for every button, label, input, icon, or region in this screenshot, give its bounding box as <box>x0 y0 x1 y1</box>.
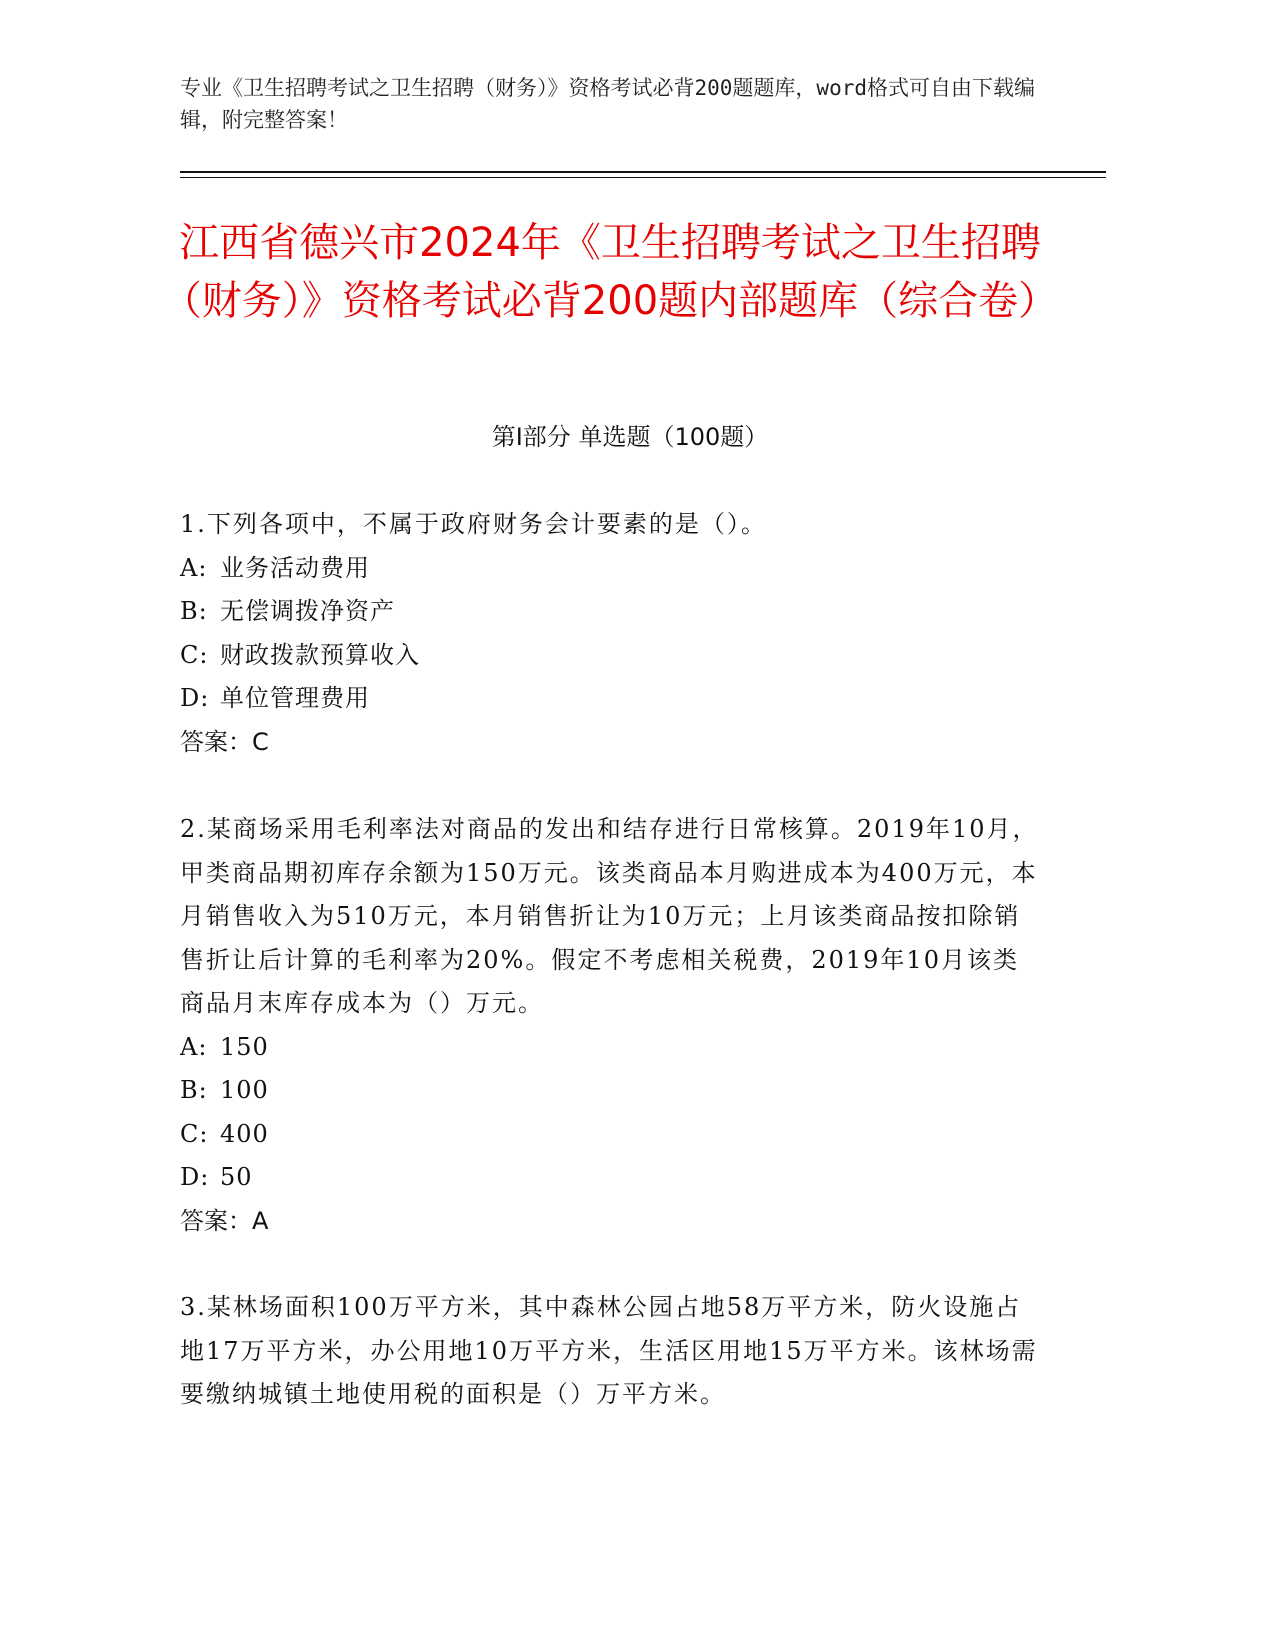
option-b <box>180 590 1040 634</box>
answer-label: 答案： <box>180 727 252 756</box>
option-letter: A: <box>180 553 208 582</box>
answer-value: A <box>252 1206 269 1235</box>
option-text: 100 <box>220 1076 269 1104</box>
option-text: 业务活动费用 <box>220 553 370 582</box>
document-title: 江西省德兴市2024年《卫生招聘考试之卫生招聘（财务）》资格考试必背200题内部题库（综合卷） <box>161 220 1059 324</box>
question-stem: 2.某商场采用毛利率法对商品的发出和结存进行日常核算。2019年10月，甲类商品期初库存余额为150万元。该类商品本月购进成本为400万元，本月销售收入为510万元，本月销售折让为10万元；上月该类商品按扣除销售折让后计算的毛利率为20%。假定不考虑相关税费，2019年10月该类商品月末库存成本为（）万元。 <box>180 815 1039 1017</box>
option-d <box>180 1156 1040 1200</box>
option-letter: A: <box>180 1032 208 1061</box>
answer-value: C <box>252 727 269 756</box>
section-heading: 第I部分 单选题（100题） <box>491 423 769 451</box>
option-b <box>180 1069 1040 1113</box>
option-d <box>180 677 1040 721</box>
option-letter: B: <box>180 597 208 625</box>
option-text: 150 <box>220 1032 269 1061</box>
question-3 <box>180 1286 1040 1417</box>
question-1 <box>180 503 1040 764</box>
option-letter: D: <box>180 1163 210 1191</box>
option-letter: D: <box>180 684 210 712</box>
header-divider-thin <box>180 177 1106 178</box>
header-note: 专业《卫生招聘考试之卫生招聘（财务）》资格考试必背200题题库，word格式可自由下载编辑，附完整答案！ <box>180 76 1035 132</box>
option-text: 400 <box>220 1119 269 1148</box>
question-2 <box>180 808 1040 1243</box>
option-text: 财政拨款预算收入 <box>220 640 420 669</box>
option-text: 50 <box>220 1163 253 1191</box>
option-a <box>180 1026 1040 1070</box>
answer-line <box>180 721 1040 765</box>
option-c <box>180 634 1040 678</box>
option-text: 无偿调拨净资产 <box>220 597 395 625</box>
option-letter: B: <box>180 1076 208 1104</box>
question-stem: 3.某林场面积100万平方米，其中森林公园占地58万平方米，防火设施占地17万平方米，办公用地10万平方米，生活区用地15万平方米。该林场需要缴纳城镇土地使用税的面积是（）万平方米。 <box>180 1293 1038 1408</box>
option-letter: C: <box>180 640 209 669</box>
header-divider-thick <box>180 171 1106 173</box>
option-c <box>180 1113 1040 1157</box>
option-letter: C: <box>180 1119 209 1148</box>
answer-label: 答案： <box>180 1206 252 1235</box>
question-stem: 1.下列各项中，不属于政府财务会计要素的是（）。 <box>180 510 767 538</box>
option-text: 单位管理费用 <box>220 684 370 712</box>
option-a <box>180 547 1040 591</box>
answer-line <box>180 1200 1040 1244</box>
